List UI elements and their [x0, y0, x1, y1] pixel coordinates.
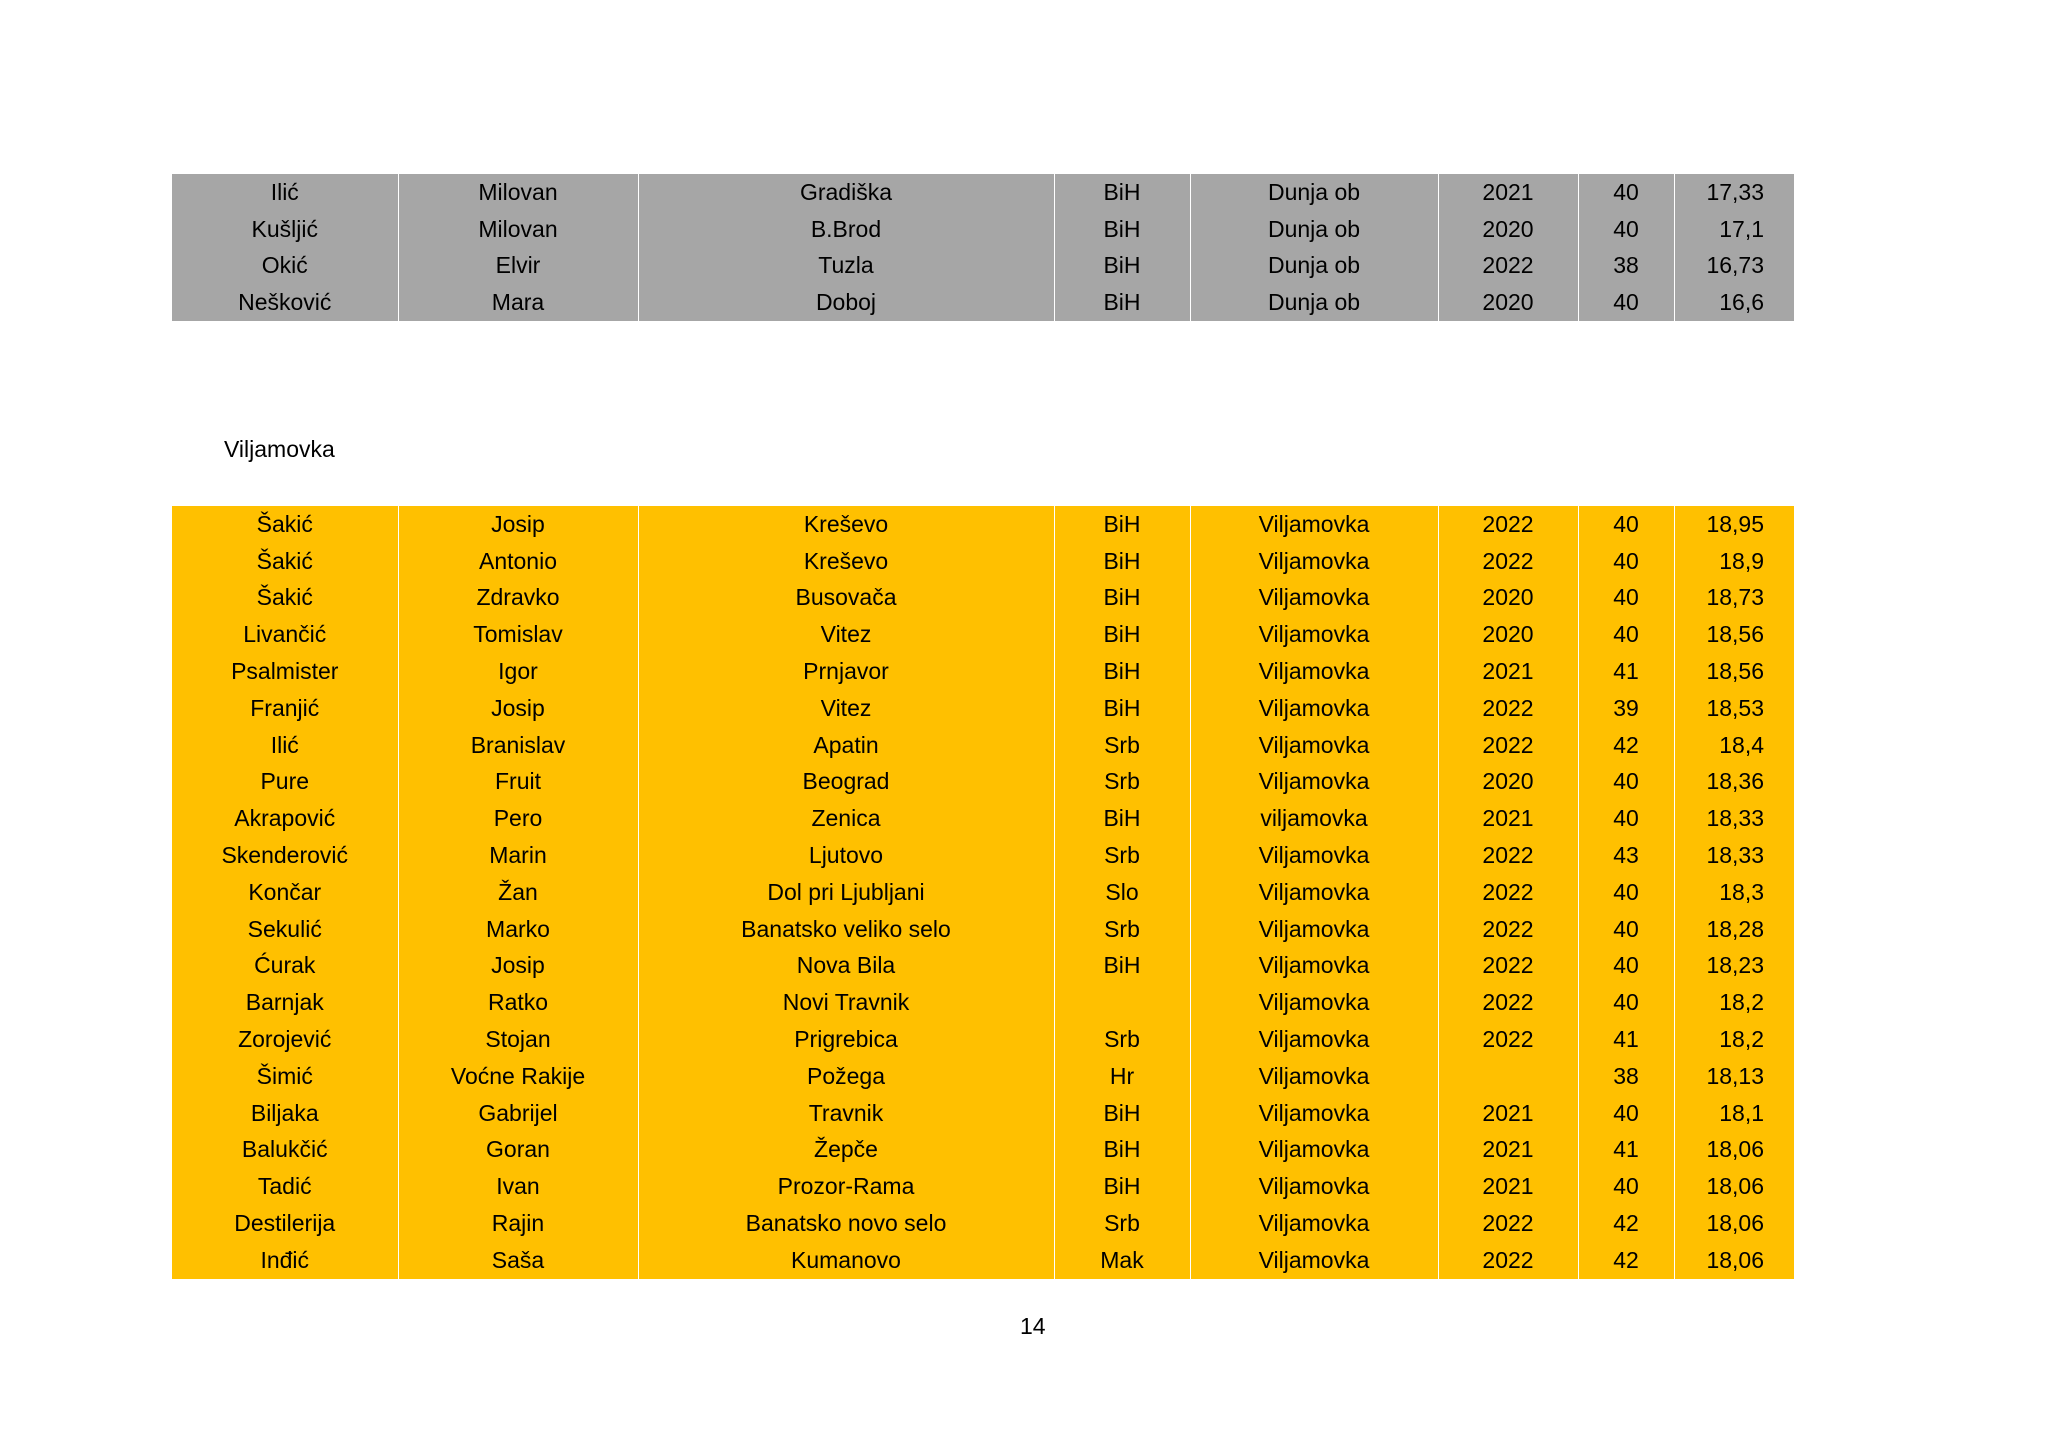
cell-first-name: Žan — [398, 874, 638, 911]
table-row — [172, 874, 1794, 911]
cell-year: 2021 — [1438, 1168, 1578, 1205]
cell-year: 2022 — [1438, 984, 1578, 1021]
cell-country: BiH — [1054, 1132, 1190, 1169]
cell-surname: Ilić — [172, 727, 398, 764]
table-row — [172, 727, 1794, 764]
cell-surname: Kušljić — [172, 211, 398, 248]
cell-variety: Viljamovka — [1190, 1058, 1438, 1095]
table-row — [172, 506, 1794, 543]
cell-alcohol: 42 — [1578, 727, 1674, 764]
cell-country: BiH — [1054, 211, 1190, 248]
cell-variety: Viljamovka — [1190, 874, 1438, 911]
cell-variety: Viljamovka — [1190, 1242, 1438, 1279]
cell-year: 2022 — [1438, 727, 1578, 764]
table-row — [172, 248, 1794, 285]
cell-first-name: Ivan — [398, 1168, 638, 1205]
cell-year: 2022 — [1438, 948, 1578, 985]
cell-surname: Sekulić — [172, 911, 398, 948]
cell-surname: Ćurak — [172, 948, 398, 985]
cell-year: 2022 — [1438, 1242, 1578, 1279]
cell-country: BiH — [1054, 543, 1190, 580]
cell-year: 2022 — [1438, 1021, 1578, 1058]
cell-surname: Barnjak — [172, 984, 398, 1021]
cell-year: 2021 — [1438, 1095, 1578, 1132]
cell-variety: Viljamovka — [1190, 948, 1438, 985]
cell-place: B.Brod — [638, 211, 1054, 248]
cell-place: Doboj — [638, 284, 1054, 321]
cell-surname: Destilerija — [172, 1205, 398, 1242]
cell-surname: Šakić — [172, 506, 398, 543]
cell-place: Vitez — [638, 690, 1054, 727]
cell-alcohol: 41 — [1578, 653, 1674, 690]
cell-first-name: Ratko — [398, 984, 638, 1021]
cell-year: 2020 — [1438, 764, 1578, 801]
cell-score: 18,3 — [1674, 874, 1794, 911]
cell-score: 18,06 — [1674, 1205, 1794, 1242]
table-row — [172, 174, 1794, 211]
cell-score: 18,1 — [1674, 1095, 1794, 1132]
cell-place: Kumanovo — [638, 1242, 1054, 1279]
cell-score: 18,2 — [1674, 984, 1794, 1021]
section-title: Viljamovka — [224, 436, 335, 462]
cell-alcohol: 40 — [1578, 874, 1674, 911]
cell-place: Travnik — [638, 1095, 1054, 1132]
cell-alcohol: 40 — [1578, 506, 1674, 543]
cell-place: Dol pri Ljubljani — [638, 874, 1054, 911]
cell-score: 18,06 — [1674, 1242, 1794, 1279]
cell-first-name: Gabrijel — [398, 1095, 638, 1132]
cell-place: Kreševo — [638, 543, 1054, 580]
cell-country: Mak — [1054, 1242, 1190, 1279]
cell-variety: Viljamovka — [1190, 1021, 1438, 1058]
cell-score: 17,1 — [1674, 211, 1794, 248]
cell-variety: Dunja ob — [1190, 174, 1438, 211]
table-row — [172, 284, 1794, 321]
cell-alcohol: 40 — [1578, 911, 1674, 948]
table-row — [172, 690, 1794, 727]
cell-country: BiH — [1054, 653, 1190, 690]
cell-variety: Dunja ob — [1190, 284, 1438, 321]
table-row — [172, 1242, 1794, 1279]
table-row — [172, 1021, 1794, 1058]
cell-first-name: Marko — [398, 911, 638, 948]
cell-alcohol: 40 — [1578, 764, 1674, 801]
table-row — [172, 1095, 1794, 1132]
cell-place: Nova Bila — [638, 948, 1054, 985]
cell-alcohol: 40 — [1578, 800, 1674, 837]
cell-year: 2021 — [1438, 800, 1578, 837]
cell-score: 18,06 — [1674, 1168, 1794, 1205]
cell-place: Vitez — [638, 616, 1054, 653]
table-row — [172, 1205, 1794, 1242]
cell-variety: Dunja ob — [1190, 248, 1438, 285]
cell-score: 18,33 — [1674, 800, 1794, 837]
cell-surname: Livančić — [172, 616, 398, 653]
table-row — [172, 911, 1794, 948]
cell-year: 2021 — [1438, 1132, 1578, 1169]
cell-variety: Viljamovka — [1190, 727, 1438, 764]
cell-year: 2021 — [1438, 653, 1578, 690]
cell-first-name: Fruit — [398, 764, 638, 801]
page-number: 14 — [1020, 1313, 1046, 1339]
cell-country: BiH — [1054, 580, 1190, 617]
cell-country: BiH — [1054, 248, 1190, 285]
cell-alcohol: 40 — [1578, 984, 1674, 1021]
cell-year: 2022 — [1438, 837, 1578, 874]
table-row — [172, 800, 1794, 837]
cell-place: Gradiška — [638, 174, 1054, 211]
cell-first-name: Zdravko — [398, 580, 638, 617]
cell-year: 2022 — [1438, 911, 1578, 948]
cell-place: Busovača — [638, 580, 1054, 617]
cell-variety: Viljamovka — [1190, 580, 1438, 617]
cell-first-name: Stojan — [398, 1021, 638, 1058]
cell-variety: Viljamovka — [1190, 543, 1438, 580]
table-row — [172, 764, 1794, 801]
cell-variety: Viljamovka — [1190, 690, 1438, 727]
cell-first-name: Josip — [398, 948, 638, 985]
cell-alcohol: 41 — [1578, 1132, 1674, 1169]
cell-place: Tuzla — [638, 248, 1054, 285]
table-row — [172, 211, 1794, 248]
cell-country: Srb — [1054, 727, 1190, 764]
cell-country: BiH — [1054, 800, 1190, 837]
cell-alcohol: 40 — [1578, 543, 1674, 580]
cell-year — [1438, 1058, 1578, 1095]
cell-first-name: Goran — [398, 1132, 638, 1169]
cell-surname: Pure — [172, 764, 398, 801]
cell-first-name: Voćne Rakije — [398, 1058, 638, 1095]
cell-place: Zenica — [638, 800, 1054, 837]
cell-variety: Viljamovka — [1190, 764, 1438, 801]
cell-surname: Končar — [172, 874, 398, 911]
cell-alcohol: 38 — [1578, 248, 1674, 285]
cell-year: 2020 — [1438, 616, 1578, 653]
cell-variety: Viljamovka — [1190, 1168, 1438, 1205]
table-row — [172, 1168, 1794, 1205]
cell-surname: Biljaka — [172, 1095, 398, 1132]
cell-alcohol: 42 — [1578, 1205, 1674, 1242]
cell-year: 2020 — [1438, 211, 1578, 248]
cell-score: 18,53 — [1674, 690, 1794, 727]
cell-alcohol: 40 — [1578, 1168, 1674, 1205]
cell-place: Žepče — [638, 1132, 1054, 1169]
cell-year: 2022 — [1438, 248, 1578, 285]
cell-first-name: Pero — [398, 800, 638, 837]
cell-surname: Psalmister — [172, 653, 398, 690]
cell-country: Slo — [1054, 874, 1190, 911]
table-row — [172, 580, 1794, 617]
cell-surname: Nešković — [172, 284, 398, 321]
cell-country: Srb — [1054, 911, 1190, 948]
cell-country — [1054, 984, 1190, 1021]
cell-score: 18,73 — [1674, 580, 1794, 617]
cell-variety: Viljamovka — [1190, 1095, 1438, 1132]
cell-place: Beograd — [638, 764, 1054, 801]
cell-score: 18,2 — [1674, 1021, 1794, 1058]
cell-score: 18,06 — [1674, 1132, 1794, 1169]
cell-alcohol: 39 — [1578, 690, 1674, 727]
cell-first-name: Branislav — [398, 727, 638, 764]
cell-alcohol: 40 — [1578, 580, 1674, 617]
cell-variety: Viljamovka — [1190, 837, 1438, 874]
cell-first-name: Saša — [398, 1242, 638, 1279]
cell-score: 17,33 — [1674, 174, 1794, 211]
cell-place: Banatsko novo selo — [638, 1205, 1054, 1242]
cell-place: Prigrebica — [638, 1021, 1054, 1058]
cell-alcohol: 38 — [1578, 1058, 1674, 1095]
cell-variety: Viljamovka — [1190, 653, 1438, 690]
cell-year: 2022 — [1438, 874, 1578, 911]
cell-variety: Viljamovka — [1190, 506, 1438, 543]
cell-place: Požega — [638, 1058, 1054, 1095]
cell-country: BiH — [1054, 506, 1190, 543]
cell-first-name: Josip — [398, 506, 638, 543]
cell-surname: Franjić — [172, 690, 398, 727]
cell-surname: Okić — [172, 248, 398, 285]
table-row — [172, 948, 1794, 985]
cell-first-name: Milovan — [398, 174, 638, 211]
table-row — [172, 543, 1794, 580]
cell-alcohol: 42 — [1578, 1242, 1674, 1279]
cell-country: BiH — [1054, 616, 1190, 653]
cell-country: BiH — [1054, 1168, 1190, 1205]
cell-surname: Skenderović — [172, 837, 398, 874]
cell-place: Prnjavor — [638, 653, 1054, 690]
cell-alcohol: 41 — [1578, 1021, 1674, 1058]
cell-country: BiH — [1054, 1095, 1190, 1132]
cell-surname: Balukčić — [172, 1132, 398, 1169]
cell-score: 16,6 — [1674, 284, 1794, 321]
cell-variety: Viljamovka — [1190, 984, 1438, 1021]
cell-surname: Inđić — [172, 1242, 398, 1279]
cell-first-name: Elvir — [398, 248, 638, 285]
cell-alcohol: 40 — [1578, 284, 1674, 321]
cell-variety: viljamovka — [1190, 800, 1438, 837]
cell-first-name: Rajin — [398, 1205, 638, 1242]
cell-place: Banatsko veliko selo — [638, 911, 1054, 948]
cell-surname: Šimić — [172, 1058, 398, 1095]
cell-surname: Akrapović — [172, 800, 398, 837]
cell-country: BiH — [1054, 690, 1190, 727]
cell-score: 18,23 — [1674, 948, 1794, 985]
cell-year: 2021 — [1438, 174, 1578, 211]
cell-year: 2020 — [1438, 580, 1578, 617]
table-row — [172, 653, 1794, 690]
cell-country: Hr — [1054, 1058, 1190, 1095]
cell-variety: Dunja ob — [1190, 211, 1438, 248]
cell-score: 18,33 — [1674, 837, 1794, 874]
cell-country: Srb — [1054, 764, 1190, 801]
cell-place: Ljutovo — [638, 837, 1054, 874]
cell-first-name: Tomislav — [398, 616, 638, 653]
cell-score: 18,9 — [1674, 543, 1794, 580]
cell-surname: Šakić — [172, 543, 398, 580]
cell-alcohol: 40 — [1578, 616, 1674, 653]
table-row — [172, 984, 1794, 1021]
cell-place: Apatin — [638, 727, 1054, 764]
cell-year: 2020 — [1438, 284, 1578, 321]
cell-score: 16,73 — [1674, 248, 1794, 285]
cell-alcohol: 40 — [1578, 174, 1674, 211]
cell-surname: Zorojević — [172, 1021, 398, 1058]
cell-place: Kreševo — [638, 506, 1054, 543]
cell-first-name: Igor — [398, 653, 638, 690]
cell-country: Srb — [1054, 1021, 1190, 1058]
cell-variety: Viljamovka — [1190, 1205, 1438, 1242]
cell-place: Prozor-Rama — [638, 1168, 1054, 1205]
table-row — [172, 837, 1794, 874]
table-row — [172, 1132, 1794, 1169]
cell-year: 2022 — [1438, 1205, 1578, 1242]
cell-first-name: Marin — [398, 837, 638, 874]
cell-year: 2022 — [1438, 506, 1578, 543]
cell-alcohol: 40 — [1578, 211, 1674, 248]
cell-first-name: Milovan — [398, 211, 638, 248]
cell-country: Srb — [1054, 837, 1190, 874]
viljamovka-results-table — [172, 506, 1794, 1279]
cell-first-name: Mara — [398, 284, 638, 321]
dunja-results-table — [172, 174, 1794, 321]
cell-country: Srb — [1054, 1205, 1190, 1242]
cell-year: 2022 — [1438, 690, 1578, 727]
table-row — [172, 1058, 1794, 1095]
cell-variety: Viljamovka — [1190, 616, 1438, 653]
cell-country: BiH — [1054, 948, 1190, 985]
cell-surname: Tadić — [172, 1168, 398, 1205]
cell-country: BiH — [1054, 174, 1190, 211]
cell-score: 18,13 — [1674, 1058, 1794, 1095]
table-row — [172, 616, 1794, 653]
cell-first-name: Josip — [398, 690, 638, 727]
cell-score: 18,28 — [1674, 911, 1794, 948]
cell-score: 18,56 — [1674, 616, 1794, 653]
cell-surname: Šakić — [172, 580, 398, 617]
cell-score: 18,95 — [1674, 506, 1794, 543]
cell-score: 18,36 — [1674, 764, 1794, 801]
cell-place: Novi Travnik — [638, 984, 1054, 1021]
cell-year: 2022 — [1438, 543, 1578, 580]
cell-alcohol: 40 — [1578, 948, 1674, 985]
cell-variety: Viljamovka — [1190, 911, 1438, 948]
cell-alcohol: 40 — [1578, 1095, 1674, 1132]
cell-score: 18,56 — [1674, 653, 1794, 690]
cell-country: BiH — [1054, 284, 1190, 321]
cell-surname: Ilić — [172, 174, 398, 211]
cell-alcohol: 43 — [1578, 837, 1674, 874]
cell-variety: Viljamovka — [1190, 1132, 1438, 1169]
cell-score: 18,4 — [1674, 727, 1794, 764]
cell-first-name: Antonio — [398, 543, 638, 580]
